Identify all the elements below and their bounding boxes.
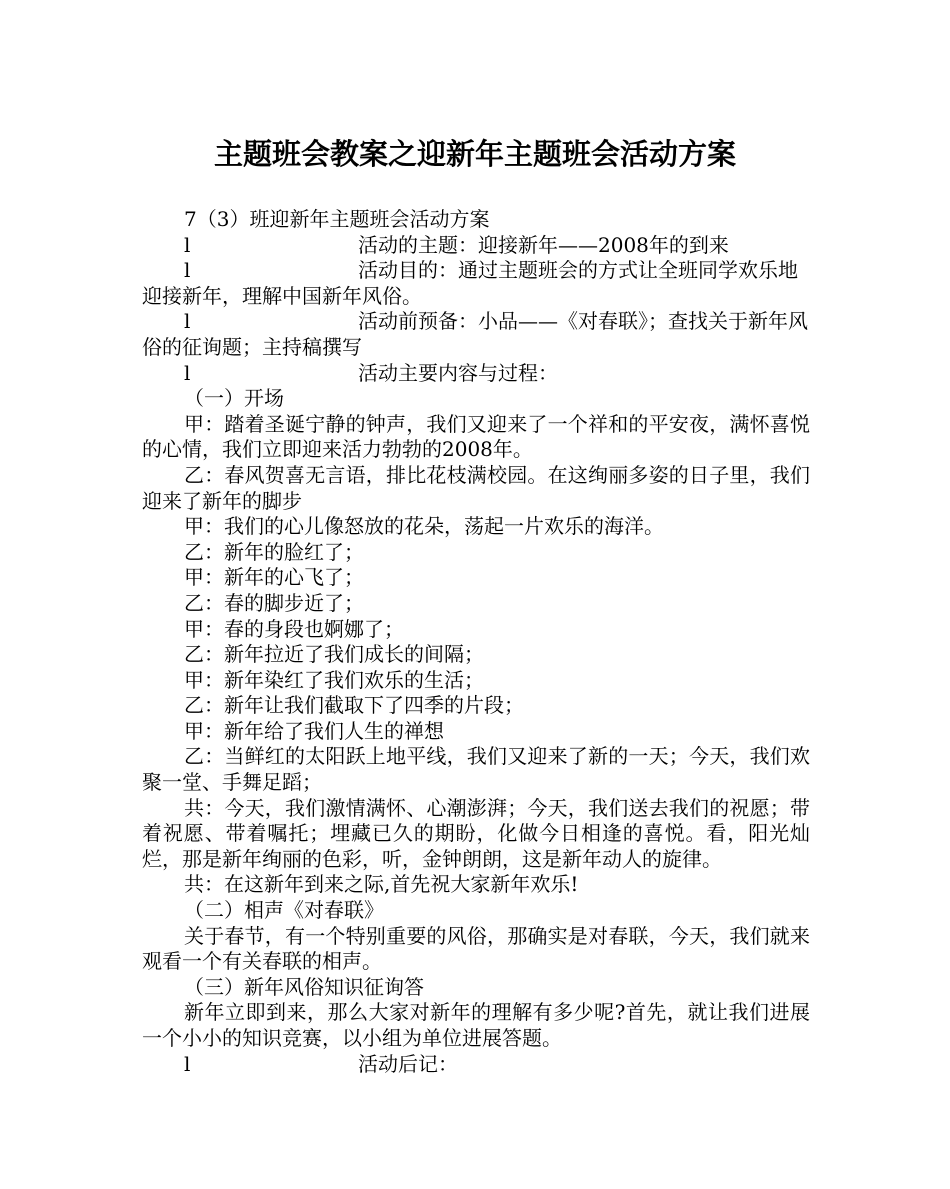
section-heading-opening: （一）开场 <box>184 386 284 411</box>
dialogue-line: 乙：春的脚步近了； <box>184 590 364 615</box>
bullet-item-theme <box>142 233 810 259</box>
body-paragraph: 关于春节，有一个特别重要的风俗，那确实是对春联，今天，我们就来观看一个有关春联的相声。 <box>142 923 810 974</box>
bullet-marker: l <box>184 232 191 257</box>
bullet-marker: l <box>184 258 191 283</box>
dialogue-line: 乙：新年的脸红了； <box>184 539 364 564</box>
bullet-text: 活动目的：通过主题班会的方式让全班同学欢乐地迎接新年，理解中国新年风俗。 <box>142 258 798 308</box>
bullet-text: 活动主要内容与过程： <box>358 360 558 385</box>
dialogue-line: 乙：当鲜红的太阳跃上地平线，我们又迎来了新的一天；今天，我们欢聚一堂、手舞足蹈； <box>142 744 810 795</box>
bullet-item-process <box>142 361 810 387</box>
dialogue-line: 共：在这新年到来之际,首先祝大家新年欢乐! <box>184 872 579 897</box>
dialogue-line: 乙：春风贺喜无言语，排比花枝满校园。在这绚丽多姿的日子里，我们迎来了新年的脚步 <box>142 462 810 513</box>
dialogue-line: 甲：新年染红了我们欢乐的生活； <box>184 667 484 692</box>
intro-line: 7（3）班迎新年主题班会活动方案 <box>184 207 490 231</box>
body-paragraph: 新年立即到来，那么大家对新年的理解有多少呢?首先，就让我们进展一个小小的知识竞赛，以小组为单位进展答题。 <box>142 1000 810 1050</box>
bullet-text: 活动的主题：迎接新年——2008年的到来 <box>358 232 729 257</box>
dialogue-line: 甲：新年给了我们人生的禅想 <box>184 718 444 743</box>
dialogue-line: 共：今天，我们激情满怀、心潮澎湃；今天，我们送去我们的祝愿；带着祝愿、带着嘱托；埋藏已久的期盼，化做今日相逢的喜悦。看，阳光灿烂，那是新年绚丽的色彩，听，金钟朗朗，这是新年动人的旋律。 <box>142 795 810 871</box>
section-heading-quiz: （三）新年风俗知识征询答 <box>184 974 424 999</box>
dialogue-line: 甲：新年的心飞了； <box>184 565 364 590</box>
dialogue-line: 乙：新年拉近了我们成长的间隔； <box>184 642 484 667</box>
bullet-item-preparation <box>142 309 810 360</box>
bullet-marker: l <box>184 360 191 385</box>
dialogue-line: 甲：我们的心儿像怒放的花朵，荡起一片欢乐的海洋。 <box>184 514 664 539</box>
bullet-text: 活动后记： <box>358 1051 458 1076</box>
document-title: 主题班会教案之迎新年主题班会活动方案 <box>213 137 736 171</box>
bullet-item-afterword <box>142 1052 810 1078</box>
bullet-marker: l <box>184 309 191 334</box>
document-body <box>142 207 810 1077</box>
bullet-item-purpose <box>142 258 810 309</box>
bullet-text: 活动前预备：小品——《对春联》；查找关于新年风俗的征询题；主持稿撰写 <box>142 309 808 359</box>
dialogue-line: 乙：新年让我们截取下了四季的片段； <box>184 693 524 718</box>
dialogue-line: 甲：春的身段也婀娜了； <box>184 616 404 641</box>
dialogue-line: 甲：踏着圣诞宁静的钟声，我们又迎来了一个祥和的平安夜，满怀喜悦的心情，我们立即迎来活力勃勃的2008年。 <box>142 411 810 462</box>
section-heading-crosstalk: （二）相声《对春联》 <box>184 898 384 923</box>
bullet-marker: l <box>184 1051 191 1076</box>
